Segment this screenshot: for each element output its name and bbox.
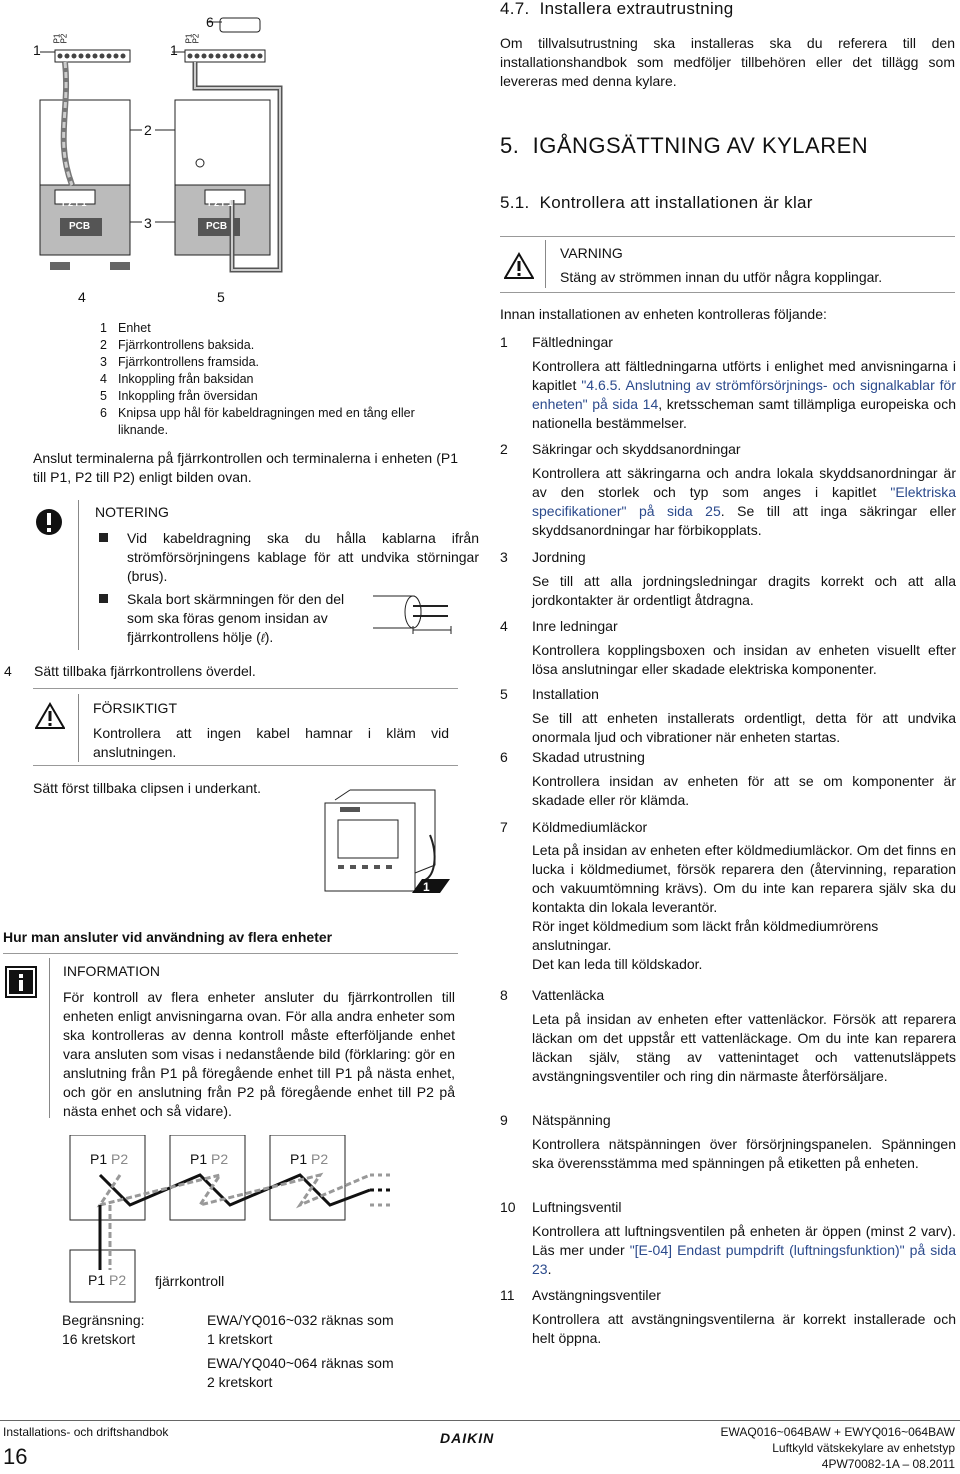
limit-value: 16 kretskort (62, 1331, 136, 1347)
fig1-label-p1b: P1 (184, 33, 194, 44)
warning-title: VARNING (560, 245, 623, 261)
check-item: 1 Fältledningar Kontrollera att fältledningarna utförts i enlighet med anvisningarna i kapitlet "4.6.5. Anslutning av strömförsörjnings- och signalkablar för enheten" på sida 14, kretsscheman samt tillämpliga europeiska och nationella bestämmelser. (500, 334, 957, 431)
daikin-logo: DAIKIN (440, 1430, 495, 1446)
warning-triangle-icon (504, 252, 534, 280)
fig1-label-2: 2 (144, 122, 152, 138)
remote-p1: P1 (88, 1272, 106, 1288)
check-item: 9 Nätspänning Kontrollera nätspänningen över försörjningspanelen. Spänningen ska överensstämma med spänningen på etiketten på enheten. (500, 1112, 956, 1171)
fig1-legend (100, 320, 470, 439)
link-electrical-specs[interactable]: "Elektriska specifikationer" på sida 25 (532, 484, 956, 519)
footer-code: 4PW70082-1A – 08.2011 (821, 1457, 955, 1471)
cable-strip-diagram (363, 588, 463, 646)
fig1-label-p2b: P2 (191, 33, 201, 44)
footer-manual-title: Installations- och driftshandbok (3, 1425, 169, 1439)
legend-item: 6 Knipsa upp hål för kabeldragningen med en tång eller liknande. (100, 406, 415, 437)
unit1-p1: P1 (90, 1151, 108, 1167)
warning-block (500, 240, 960, 290)
info-title: INFORMATION (63, 963, 160, 979)
note-title: NOTERING (95, 504, 169, 520)
figure-remote-wiring (0, 0, 310, 310)
fig1-terminal-right: P2 P1 (208, 198, 233, 208)
bullet-square (99, 533, 108, 542)
footer-model: EWAQ016~064BAW + EWYQ016~064BAW (720, 1425, 955, 1439)
limit-label: Begränsning: (62, 1312, 145, 1328)
unit3-p2: P2 (311, 1151, 329, 1167)
check-item: 5 Installation Se till att enheten installerats ordentligt, detta för att undvika onormala ljud och vibrationer när enheten startas. (500, 686, 956, 745)
exclamation-icon (35, 508, 63, 536)
fig1-label-1b: 1 (170, 42, 178, 58)
ewa-small-value: 1 kretskort (207, 1331, 273, 1347)
remote-wiring-drawing (0, 0, 310, 310)
info-text: För kontroll av flera enheter ansluter du fjärrkontrollen till enheten enligt anvisningarna ovan. För alla andra enheter som ska kontrolleras av denna kontroll måste efterföljande enhet vara ansluten som visas i nedanstående bild (förklaring: gör en anslutning från P1 på föregående enhet till P1 på nästa enhet, och gör en anslutning från P2 på föregående enhet till P2 på nästa enhet och så vidare). (63, 989, 455, 1119)
caution-title: FÖRSIKTIGT (93, 700, 177, 716)
note-item-1: Vid kabeldragning ska du hålla kablarna ifrån strömförsörjningens kablage för att undvika störningar (brus). (99, 529, 479, 586)
remote-label: fjärrkontroll (155, 1273, 225, 1289)
check-item: 3 Jordning Se till att alla jordningsledningar dragits korrekt och att alla jordkontakter är ordentligt åtdragna. (500, 549, 956, 608)
info-block (3, 958, 463, 1123)
unit3-p1: P1 (290, 1151, 308, 1167)
chapter-5-heading: 5. IGÅNGSÄTTNING AV KYLAREN (500, 133, 869, 158)
section-5-1-heading: 5.1. Kontrollera att installationen är klar (500, 193, 813, 212)
connect-paragraph: Anslut terminalerna på fjärrkontrollen och terminalerna i enheten (P1 till P1, P2 till P2) enligt bilden ovan. (33, 450, 458, 485)
warning-triangle-icon (35, 702, 65, 730)
note-block (33, 500, 479, 650)
check-item: 7 Köldmediumläckor Leta på insidan av enheten efter köldmediumläckor. Om det finns en lucka i köldmediumet, försök reparera den (återvinning, reparation och vakuumtömning krävs). Om du inte kan reparera själv ska du kontakta din lokala leverantör. Rör inget köldmedium som läckt från köldmediumrörens anslutningar. Det kan leda till köldskador. (500, 819, 956, 972)
fig1-label-4: 4 (78, 289, 86, 305)
legend-item: 2 Fjärrkontrollens baksida. (100, 338, 255, 352)
section-4-7-heading: 4.7. Installera extrautrustning (500, 0, 734, 18)
unit1-p2: P2 (111, 1151, 129, 1167)
check-item: 8 Vattenläcka Leta på insidan av enheten efter vattenläckor. Försök att reparera läckan om det uppstår ett vattenläckage. Om du inte kan reparera läckan själv, stäng av vattenintaget och vattenutsläppets avstängningsventiler och ring din närmaste återförsäljare. (500, 987, 956, 1084)
ewa-large-label: EWA/YQ040~064 räknas som (207, 1355, 394, 1371)
note-item-2: Skala bort skärmningen för den del som ska föras genom insidan av fjärrkontrollens hölje (ℓ). (99, 590, 362, 648)
stripped-length-glyph: ℓ (260, 631, 265, 645)
info-icon (5, 966, 37, 998)
fig1-pcb-right: PCB (206, 221, 228, 232)
multi-unit-diagram (60, 1135, 460, 1395)
legend-item: 5 Inkoppling från översidan (100, 389, 258, 403)
fig1-label-p1a: P1 (52, 33, 62, 44)
unit2-p2: P2 (211, 1151, 229, 1167)
link-e04-pump[interactable]: "[E-04] Endast pumpdrift (luftningsfunktion)" på sida 23 (532, 1242, 956, 1277)
legend-item: 3 Fjärrkontrollens framsida. (100, 355, 260, 369)
fig1-pcb-left: PCB (69, 221, 91, 232)
footer-subtitle: Luftkyld vätskekylare av enhetstyp (772, 1441, 955, 1455)
figure-remote-front (310, 775, 460, 900)
multi-units-heading: Hur man ansluter vid användning av flera enheter (3, 929, 333, 945)
warning-text: Stäng av strömmen innan du utför några kopplingar. (560, 269, 883, 285)
remote-p2: P2 (109, 1272, 127, 1288)
check-item: 11 Avstängningsventiler Kontrollera att avstängningsventilerna är korrekt installerade och helt öppna. (500, 1287, 956, 1346)
checklist (500, 333, 958, 1346)
unit2-p1: P1 (190, 1151, 208, 1167)
check-item: 10 Luftningsventil Kontrollera att luftningsventilen på enheten är öppen (minst 2 varv). Läs mer under "[E-04] Endast pumpdrift (luftningsfunktion)" på sida 23. (500, 1199, 956, 1277)
step-4-text: Sätt tillbaka fjärrkontrollens överdel. (34, 663, 256, 679)
ewa-small-label: EWA/YQ016~032 räknas som (207, 1312, 394, 1328)
fig1-label-6: 6 (206, 14, 214, 30)
fig2-label-1: 1 (423, 880, 430, 894)
fig1-terminal-left: P2 P1 (62, 198, 87, 208)
legend-item: 4 Inkoppling från baksidan (100, 372, 254, 386)
ewa-large-value: 2 kretskort (207, 1374, 273, 1390)
fig1-label-3: 3 (144, 215, 152, 231)
fig1-label-5: 5 (217, 289, 225, 305)
caution-text: Kontrollera att ingen kabel hamnar i kläm vid anslutningen. (93, 725, 449, 760)
remote-front-drawing (310, 775, 460, 900)
fig1-label-1a: 1 (33, 42, 41, 58)
caution-block (33, 694, 463, 764)
bullet-square (99, 594, 108, 603)
step-4-number: 4 (4, 663, 12, 679)
legend-item: 1 Enhet (100, 321, 151, 335)
section-4-7-text: Om tillvalsutrustning ska installeras ska du referera till den installationshandbok som medföljer tillbehören eller det tillägg som levereras med denna kylare. (500, 35, 955, 89)
check-item: 2 Säkringar och skyddsanordningar Kontrollera att säkringarna och andra lokala skyddsanordningar är av den storlek och typ som anges i kapitlet "Elektriska specifikationer" på sida 25. Se till att inga säkringar eller skyddsanordningar har förbikopplats. (500, 441, 957, 538)
link-section-4-6-5[interactable]: "4.6.5. Anslutning av strömförsörjnings- och signalkablar för enheten" på sida 14 (532, 377, 957, 412)
check-item: 4 Inre ledningar Kontrollera kopplingsboxen och insidan av enheten visuellt efter lösa anslutningar eller skadade elektriska komponenter. (500, 618, 956, 677)
fig1-label-p2a: P2 (59, 33, 69, 44)
check-intro: Innan installationen av enheten kontrolleras följande: (500, 306, 827, 322)
footer-page-number: 16 (3, 1444, 28, 1469)
check-item: 6 Skadad utrustning Kontrollera insidan av enheten för att se om komponenter är skadade eller rör klämda. (500, 749, 956, 808)
clips-text: Sätt först tillbaka clipsen i underkant. (33, 780, 262, 796)
